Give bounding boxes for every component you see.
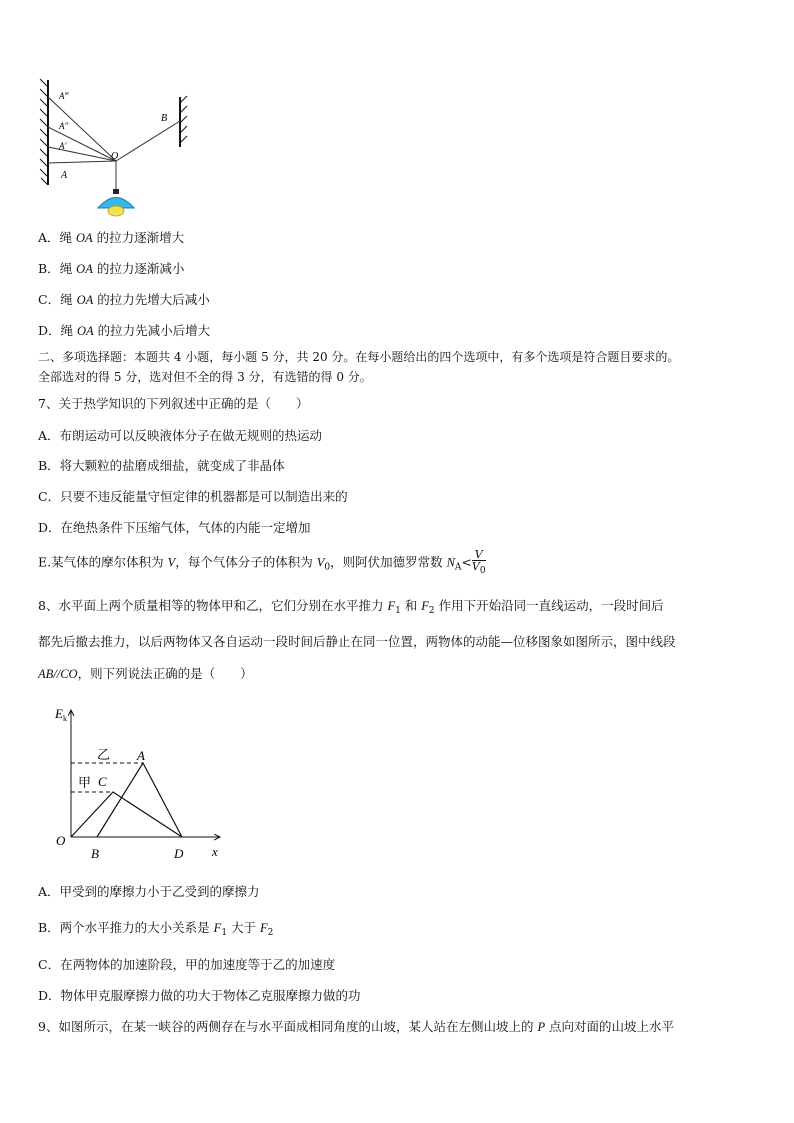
label-o: O — [111, 151, 119, 162]
label-c-point: C — [98, 774, 107, 789]
curve-yi — [97, 763, 182, 837]
section2-line1: 二、多项选择题：本题共 4 小题，每小题 5 分，共 20 分。在每小题给出的四个选项中，有多个选项是符合题目要求的。 — [38, 350, 680, 364]
curve-jia — [71, 792, 182, 837]
q6-option-d: D．绳 OA 的拉力先减小后增大 — [38, 323, 211, 338]
fraction-v-over-v0: $\frac{V}{V_0}$ — [471, 548, 486, 576]
label-x: x — [212, 844, 218, 859]
label-b-point: B — [91, 846, 99, 861]
q7-option-a: A．布朗运动可以反映液体分子在做无规则的热运动 — [38, 428, 323, 443]
q6-option-c: C．绳 OA 的拉力先增大后减小 — [38, 292, 210, 307]
q6-option-b: B．绳 OA 的拉力逐渐减小 — [38, 261, 185, 276]
label-a-point: A — [137, 748, 145, 763]
q6-option-a: A．绳 OA 的拉力逐渐增大 — [38, 230, 185, 245]
label-ek: $E_k$ — [55, 706, 67, 723]
label-b: B — [161, 113, 168, 124]
label-a3: A‴ — [59, 91, 69, 101]
q7-stem: 7、关于热学知识的下列叙述中正确的是（ ） — [38, 396, 309, 411]
q7-option-e: E.某气体的摩尔体积为 V，每个气体分子的体积为 $V_0$，则阿伏加德罗常数 $N_A<$ $\frac{V}{V_0}$ — [38, 548, 486, 576]
label-a2: A″ — [59, 121, 69, 131]
ek-x-graph — [45, 700, 235, 865]
q8-option-b: B．两个水平推力的大小关系是 $F_1$ 大于 $F_2$ — [38, 920, 274, 938]
rope-ob — [116, 121, 180, 161]
q9-stem: 9、如图所示，在某一峡谷的两侧存在与水平面成相同角度的山坡，某人站在左侧山坡上的 P 点向对面的山坡上水平 — [38, 1019, 675, 1034]
q8-stem-line3: AB//CO，则下列说法正确的是（ ） — [38, 666, 253, 681]
label-jia: 甲 — [78, 775, 92, 790]
label-a1: A′ — [59, 141, 67, 151]
lamp-socket — [113, 189, 119, 194]
section2-line2: 全部选对的得 5 分，选对但不全的得 3 分，有选错的得 0 分。 — [38, 370, 372, 384]
label-d-point: D — [174, 846, 184, 861]
label-yi: 乙 — [97, 747, 111, 762]
lamp-bulb — [108, 206, 124, 216]
q8-stem-line2: 都先后撤去推力，以后两物体又各自运动一段时间后静止在同一位置，两物体的动能—位移图象如图所示，图中线段 — [38, 634, 676, 649]
q8-option-a: A．甲受到的摩擦力小于乙受到的摩擦力 — [38, 884, 260, 899]
rope-lamp-diagram — [30, 75, 200, 225]
q7-option-b: B．将大颗粒的盐磨成细盐，就变成了非晶体 — [38, 458, 285, 473]
q7-option-d: D．在绝热条件下压缩气体，气体的内能一定增加 — [38, 520, 311, 535]
rope-oa — [48, 161, 116, 163]
q8-stem-line1: 8、水平面上两个质量相等的物体甲和乙，它们分别在水平推力 $F_1$ 和 $F_2$ 作用下开始沿同一直线运动，一段时间后 — [38, 598, 664, 616]
q7-option-c: C．只要不违反能量守恒定律的机器都是可以制造出来的 — [38, 489, 348, 504]
q8-option-c: C．在两物体的加速阶段，甲的加速度等于乙的加速度 — [38, 957, 336, 972]
label-origin: O — [56, 833, 66, 848]
label-a: A — [61, 170, 68, 181]
q8-option-d: D．物体甲克服摩擦力做的功大于物体乙克服摩擦力做的功 — [38, 988, 361, 1003]
